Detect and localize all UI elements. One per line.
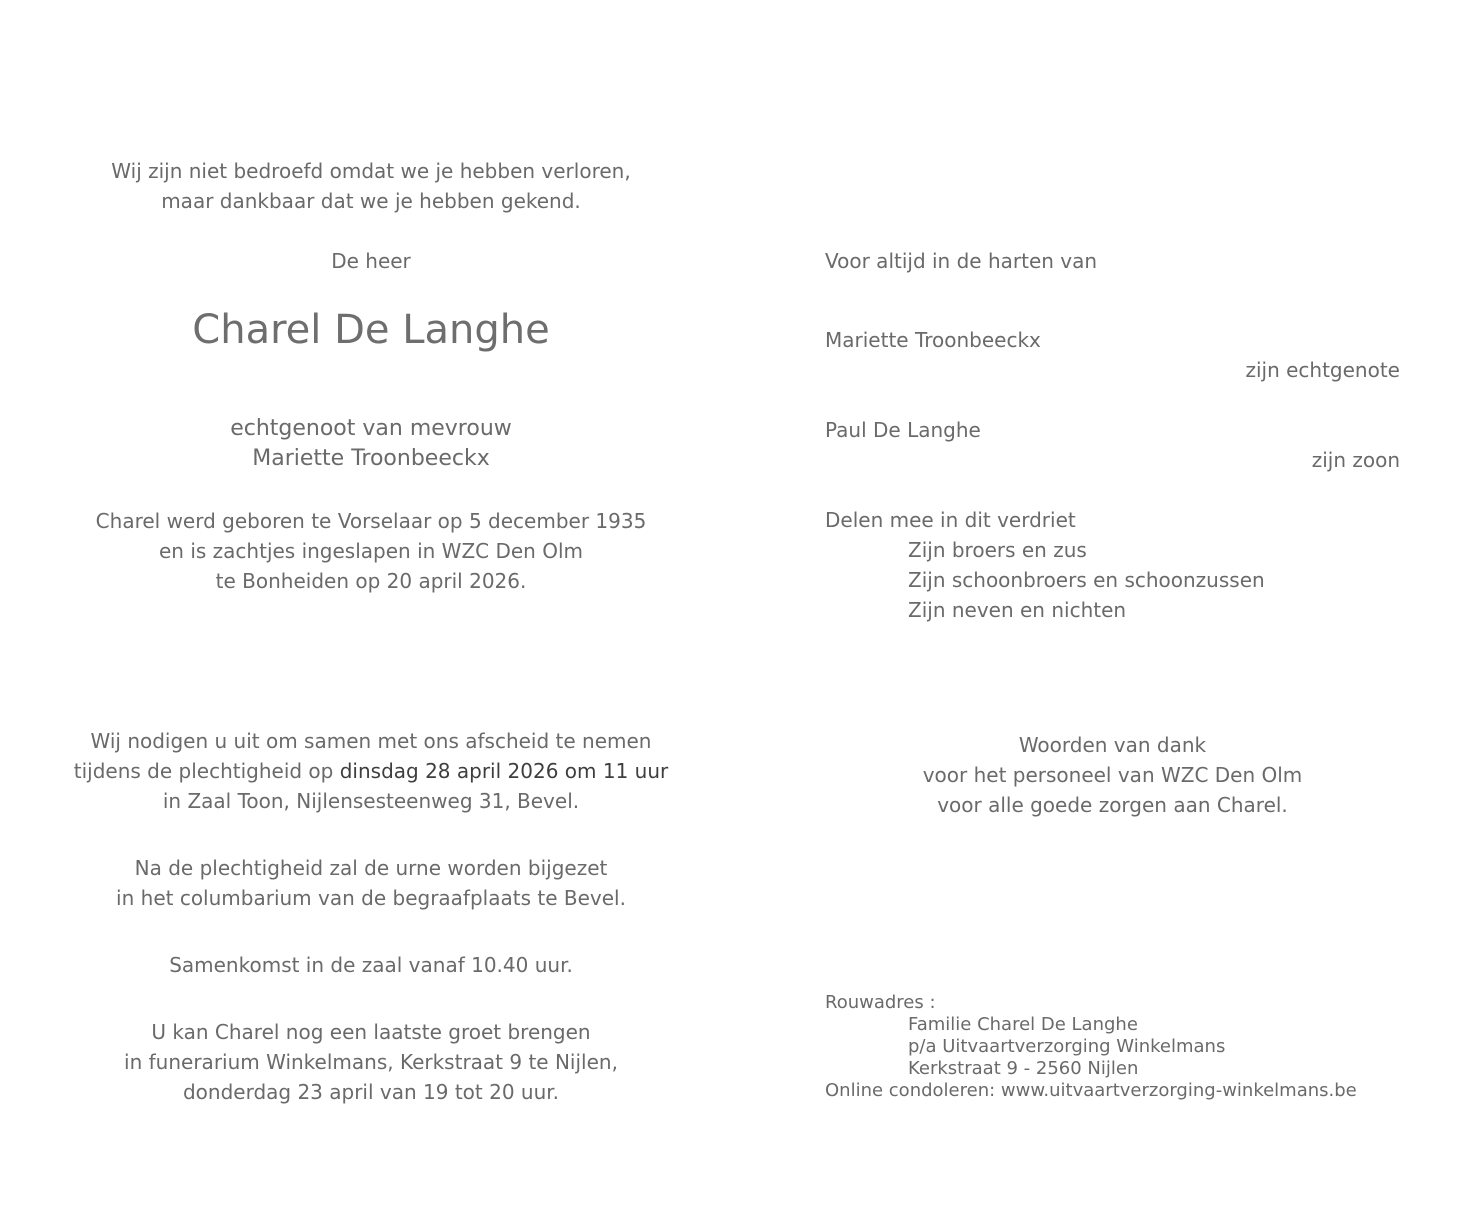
online-condolence	[825, 1080, 1425, 1102]
ceremony-invitation	[30, 726, 712, 816]
family-member-relation: zijn zoon	[1311, 448, 1400, 472]
forever-heading: Voor altijd in de harten van	[825, 249, 1098, 273]
memorial-quote	[60, 156, 682, 216]
condolence-label: Online condoleren:	[825, 1080, 1001, 1101]
gathering-text: Samenkomst in de zaal vanaf 10.40 uur.	[169, 953, 573, 977]
visitation-line: in funerarium Winkelmans, Kerkstraat 9 te Nijlen,	[124, 1050, 618, 1074]
salutation: De heer	[331, 249, 411, 273]
invitation-line	[30, 756, 712, 786]
birth-death-line: en is zachtjes ingeslapen in WZC Den Olm	[159, 539, 583, 563]
quote-line: Wij zijn niet bedroefd omdat we je hebben verloren,	[111, 159, 631, 183]
quote-line: maar dankbaar dat we je hebben gekend.	[161, 189, 581, 213]
burial-text	[40, 853, 702, 913]
family-member	[825, 325, 1400, 385]
invitation-line: in Zaal Toon, Nijlensesteenweg 31, Bevel.	[162, 789, 580, 813]
invitation-prefix: tijdens de plechtigheid op	[73, 759, 340, 783]
birth-death-line: te Bonheiden op 20 april 2026.	[215, 569, 527, 593]
address-line: Kerkstraat 9 - 2560 Nijlen	[908, 1058, 1139, 1079]
spouse-block	[60, 414, 682, 474]
thanks-line: Woorden van dank	[1018, 733, 1207, 757]
family-member	[825, 415, 1400, 475]
condolence-link[interactable]: www.uitvaartverzorging-winkelmans.be	[1000, 1080, 1357, 1101]
mourning-address	[825, 992, 1425, 1102]
thanks-block	[825, 730, 1400, 820]
thanks-line: voor het personeel van WZC Den Olm	[922, 763, 1303, 787]
family-member-name: Mariette Troonbeeckx	[825, 328, 1041, 352]
family-member-relation: zijn echtgenote	[1245, 358, 1400, 382]
burial-line: in het columbarium van de begraafplaats te Bevel.	[116, 886, 626, 910]
visitation-line: donderdag 23 april van 19 tot 20 uur.	[182, 1080, 560, 1104]
address-label: Rouwadres :	[825, 992, 936, 1013]
share-grief-block	[825, 505, 1400, 625]
share-item: Zijn broers en zus	[908, 538, 1087, 562]
spouse-name: Mariette Troonbeeckx	[252, 446, 490, 471]
spouse-intro: echtgenoot van mevrouw	[230, 416, 512, 441]
burial-line: Na de plechtigheid zal de urne worden bijgezet	[134, 856, 608, 880]
birth-death-text	[40, 506, 702, 596]
visitation-line: U kan Charel nog een laatste groet brengen	[151, 1020, 591, 1044]
invitation-line: Wij nodigen u uit om samen met ons afscheid te nemen	[90, 729, 652, 753]
address-line: Familie Charel De Langhe	[908, 1014, 1138, 1035]
visitation-text	[40, 1017, 702, 1107]
thanks-line: voor alle goede zorgen aan Charel.	[937, 793, 1288, 817]
deceased-name: Charel De Langhe	[192, 307, 550, 353]
address-line: p/a Uitvaartverzorging Winkelmans	[908, 1036, 1226, 1057]
ceremony-datetime: dinsdag 28 april 2026 om 11 uur	[339, 759, 669, 783]
family-member-name: Paul De Langhe	[825, 418, 981, 442]
share-item: Zijn neven en nichten	[908, 598, 1127, 622]
birth-death-line: Charel werd geboren te Vorselaar op 5 december 1935	[95, 509, 647, 533]
share-heading: Delen mee in dit verdriet	[825, 508, 1076, 532]
share-item: Zijn schoonbroers en schoonzussen	[908, 568, 1265, 592]
